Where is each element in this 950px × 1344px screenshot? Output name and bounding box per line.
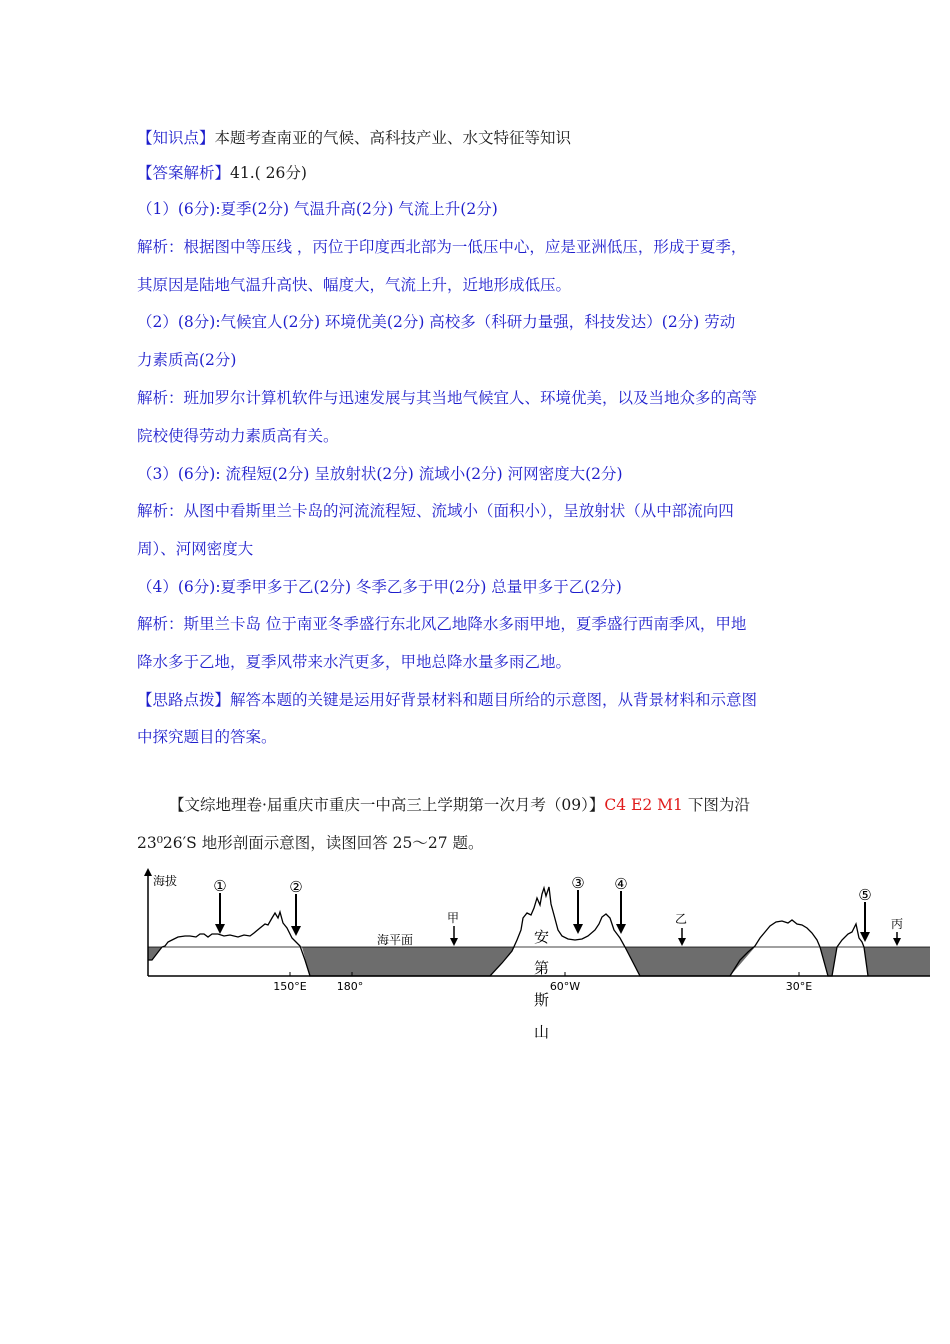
answer-text: 41.( 26分) [230, 164, 307, 182]
q2-analysis-line-2: 院校使得劳动力素质高有关。 [137, 427, 339, 445]
q4-analysis-line-2: 降水多于乙地，夏季风带来水汽更多，甲地总降水量多雨乙地。 [137, 653, 572, 671]
andes-char: 斯 [534, 991, 550, 1009]
knowledge-text: 本题考查南亚的气候、高科技产业、水文特征等知识 [214, 129, 572, 147]
knowledge-tag: 【知识点】 [137, 129, 215, 147]
andes-char: 安 [534, 928, 550, 946]
place-label: 乙 [674, 912, 688, 926]
hint-tag: 【思路点拨】 [137, 691, 231, 709]
tick-label: 30°E [785, 980, 813, 993]
tick-label: 180° [336, 980, 364, 993]
ocean-atlantic [625, 947, 755, 976]
q1-analysis-line-1: 解析：根据图中等压线 ，丙位于印度西北部为一低压中心，应是亚洲低压，形成于夏季， [137, 238, 747, 256]
terrain-line [148, 887, 868, 976]
sea-level-label: 海平面 [377, 933, 414, 947]
marker-label: ⑤ [858, 886, 872, 904]
tick-label: 150°E [273, 980, 307, 993]
y-axis-label: 海拔 [153, 874, 178, 888]
marker-label: ② [289, 878, 303, 896]
question-heading [169, 795, 850, 815]
ocean-pacific [302, 947, 515, 976]
q1-answer: （1）(6分):夏季(2分) 气温升高(2分) 气流上升(2分) [137, 200, 498, 218]
q3-analysis-line-1: 解析：从图中看斯里兰卡岛的河流流程短、流域小（面积小），呈放射状（从中部流向四 [137, 502, 734, 520]
question-intro-1: 下图为沿 [687, 796, 750, 814]
answer-line [137, 163, 830, 183]
tick-label: 60°W [549, 980, 581, 993]
q4-answer: （4）(6分):夏季甲多于乙(2分) 冬季乙多于甲(2分) 总量甲多于乙(2分) [137, 578, 622, 596]
q2-analysis-line-1: 解析：班加罗尔计算机软件与迅速发展与其当地气候宜人、环境优美，以及当地众多的高等 [137, 389, 758, 407]
q3-answer: （3）(6分): 流程短(2分) 呈放射状(2分) 流域小(2分) 河网密度大(2分) [137, 465, 623, 483]
hint-text: 解答本题的关键是运用好背景材料和题目所给的示意图，从背景材料和示意图 [230, 691, 758, 709]
q1-analysis-line-2: 其原因是陆地气温升高快、幅度大，气流上升，近地形成低压。 [137, 276, 572, 294]
ocean-indian [864, 947, 930, 976]
andes-char: 山 [534, 1023, 550, 1041]
knowledge-line [137, 128, 830, 148]
q2-answer-line-2: 力素质高(2分) [137, 351, 237, 369]
answer-tag: 【答案解析】 [137, 164, 231, 182]
place-label: 丙 [890, 917, 904, 931]
q2-answer-line-1: （2）(8分):气候宜人(2分) 环境优美(2分) 高校多（科研力量强，科技发达）(2分) 劳动 [137, 313, 736, 331]
hint-line-1 [137, 690, 830, 710]
andes-char: 第 [534, 959, 550, 977]
question-intro-2: 23⁰26′S 地形剖面示意图，读图回答 25～27 题。 [137, 834, 484, 852]
place-label: 甲 [446, 911, 460, 925]
marker-label: ④ [614, 875, 628, 893]
question-codes: C4 E2 M1 [604, 796, 683, 814]
q4-analysis-line-1: 解析：斯里兰卡岛 位于南亚冬季盛行东北风乙地降水多雨甲地，夏季盛行西南季风，甲地 [137, 615, 747, 633]
q3-analysis-line-2: 周）、河网密度大 [137, 540, 254, 558]
hint-line-2: 中探究题目的答案。 [137, 728, 277, 746]
marker-label: ① [213, 877, 227, 895]
question-source: 【文综地理卷·届重庆市重庆一中高三上学期第一次月考（09）】 [169, 796, 605, 814]
marker-label: ③ [571, 874, 585, 892]
